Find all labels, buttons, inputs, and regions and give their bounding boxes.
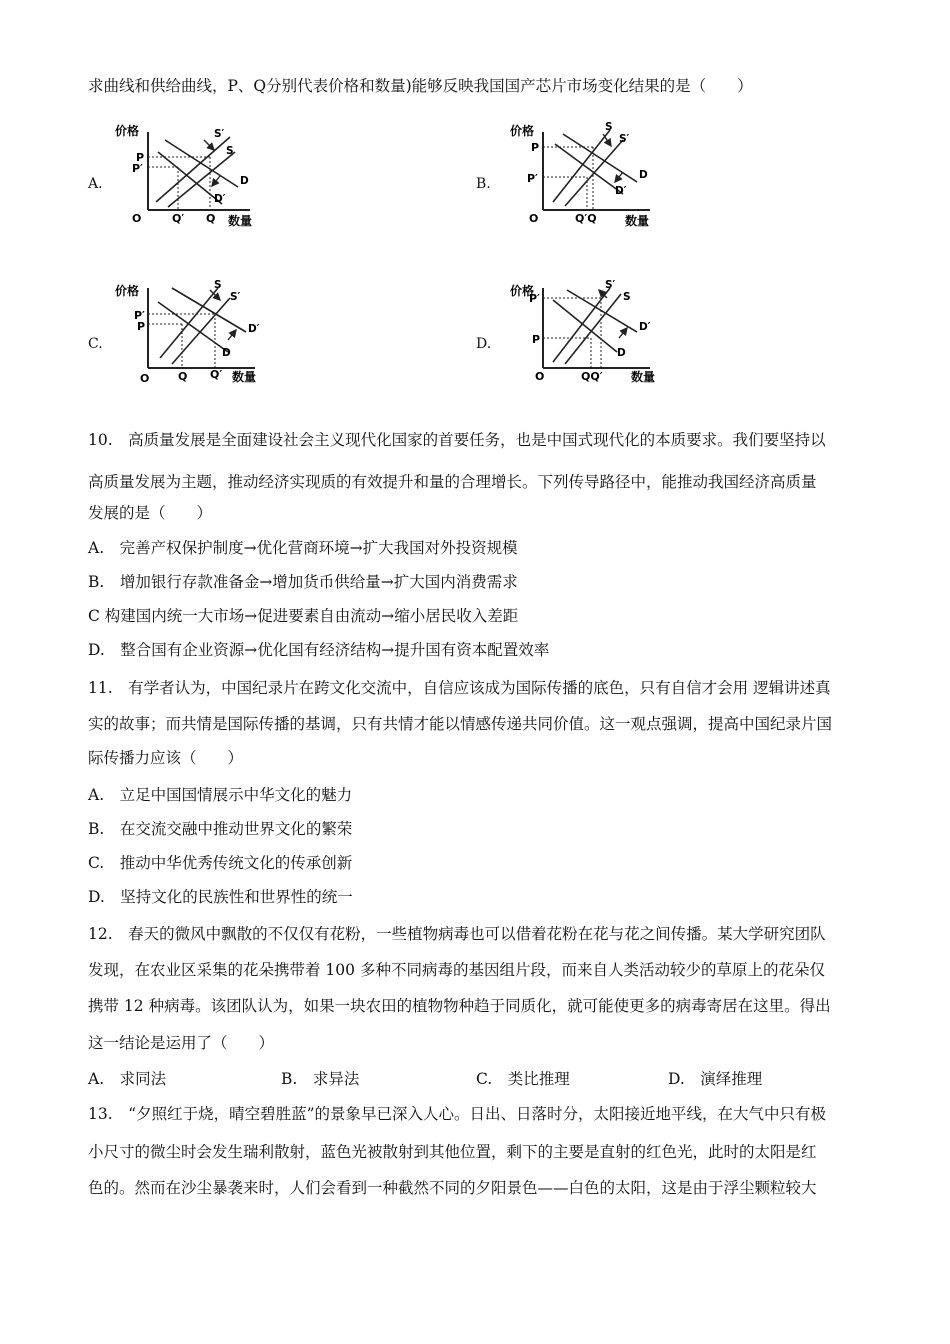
y-axis-title: 价格 — [510, 124, 535, 138]
curve-label: S — [623, 291, 631, 303]
curve-label: D — [617, 347, 626, 359]
q12-option-d: D. 演绎推理 — [668, 1070, 763, 1088]
q13-stem: 小尺寸的微尘时会发生瑞利散射，蓝色光被散射到其他位置，剩下的主要是直射的红色光，此时的太阳是红 — [88, 1143, 817, 1161]
y-tick: P′ — [134, 309, 145, 322]
y-tick: P′ — [132, 162, 143, 175]
graph-d — [505, 280, 670, 385]
q11-option-b: B. 在交流交融中推动世界文化的繁荣 — [88, 820, 353, 838]
demand-d-prime — [158, 152, 222, 204]
q10-stem: 发展的是（ ） — [88, 504, 213, 522]
curve-label: D′ — [639, 321, 651, 333]
q11-option-c: C. 推动中华优秀传统文化的传承创新 — [88, 854, 353, 872]
q12-option-b: B. 求异法 — [281, 1070, 360, 1088]
graph-a — [110, 122, 270, 227]
origin-label: O — [140, 372, 150, 385]
option-a-label: A. — [88, 176, 103, 192]
x-tick: Q′ — [172, 212, 185, 225]
option-d-label: D. — [476, 336, 492, 352]
q13-stem: 色的。然而在沙尘暴袭来时，人们会看到一种截然不同的夕阳景色——白色的太阳，这是由于浮尘颗粒较大 — [88, 1179, 817, 1197]
supply-s — [565, 294, 621, 364]
curve-label: D — [240, 175, 249, 187]
shift-arrow — [603, 134, 611, 146]
curve-label: S — [226, 145, 234, 157]
x-axis-title: 数量 — [631, 370, 656, 384]
q10-option-d: D. 整合国有企业资源→优化国有经济结构→提升国有资本配置效率 — [88, 641, 550, 659]
supply-s — [553, 130, 610, 202]
q9-stem-end: 求曲线和供给曲线，P、Q分别代表价格和数量)能够反映我国国产芯片市场变化结果的是（ ） — [88, 77, 753, 95]
x-tick: Q — [206, 212, 216, 225]
curve-label: D′ — [248, 323, 260, 335]
q12-stem: 这一结论是运用了（ ） — [88, 1034, 275, 1052]
y-axis-title: 价格 — [115, 284, 140, 298]
demand-d — [553, 300, 617, 352]
shift-arrow — [615, 172, 623, 182]
curve-label: D — [639, 169, 648, 181]
q12-option-c: C. 类比推理 — [476, 1070, 570, 1088]
demand-d — [158, 302, 228, 352]
curve-label: D′ — [615, 185, 627, 197]
y-tick: P′ — [529, 292, 540, 305]
graph-c — [110, 280, 275, 385]
q12-stem: 12. 春天的微风中飘散的不仅仅有花粉，一些植物病毒也可以借着花粉在花与花之间传播。某大学研究团队 — [88, 925, 826, 943]
curve-label: S — [605, 122, 613, 133]
q11-stem: 实的故事；而共情是国际传播的基调，只有共情才能以情感传递共同价值。这一观点强调，提高中国纪录片国 — [88, 715, 833, 733]
q10-option-c: C 构建国内统一大市场→促进要素自由流动→缩小居民收入差距 — [88, 607, 519, 625]
x-axis-title: 数量 — [228, 214, 253, 227]
curve-label: S′ — [230, 291, 241, 303]
x-tick: Q — [178, 370, 188, 383]
shift-arrow — [228, 330, 236, 340]
y-tick: P — [136, 151, 145, 164]
curve-label: S — [214, 280, 222, 291]
y-tick: P — [137, 320, 146, 333]
q10-option-a: A. 完善产权保护制度→优化营商环境→扩大我国对外投资规模 — [88, 539, 518, 557]
curve-label: D′ — [214, 193, 226, 205]
shift-arrow — [204, 140, 214, 150]
y-axis-title: 价格 — [510, 284, 535, 298]
q11-option-a: A. 立足中国国情展示中华文化的魅力 — [88, 786, 353, 804]
y-axis-title: 价格 — [115, 124, 140, 138]
x-tick: Q′ — [210, 368, 223, 381]
x-axis-title: 数量 — [625, 214, 650, 227]
y-tick: P′ — [527, 172, 538, 185]
curve-label: D — [222, 347, 231, 359]
x-tick: Q′Q — [575, 212, 597, 225]
graph-b — [505, 122, 670, 227]
origin-label: O — [132, 212, 142, 225]
q13-stem: 13. “夕照红于烧，晴空碧胜蓝”的景象早已深入人心。日出、日落时分，太阳接近地平线，在大气中只有极 — [88, 1105, 827, 1123]
q12-stem: 携带 12 种病毒。该团队认为，如果一块农田的植物物种趋于同质化，就可能使更多的病毒寄居在这里。得出 — [88, 997, 831, 1015]
y-tick: P — [532, 333, 541, 346]
curve-label: S′ — [619, 133, 630, 145]
curve-label: S′ — [605, 280, 616, 291]
x-tick: QQ′ — [581, 370, 603, 383]
y-tick: P — [531, 141, 540, 154]
origin-label: O — [529, 212, 539, 225]
origin-label: O — [535, 370, 545, 383]
x-axis-title: 数量 — [232, 370, 257, 384]
q12-stem: 发现，在农业区采集的花朵携带着 100 多种不同病毒的基因组片段，而来自人类活动较少的草原上的花朵仅 — [88, 961, 825, 979]
q11-stem: 11. 有学者认为，中国纪录片在跨文化交流中，自信应该成为国际传播的底色，只有自信才会用 逻辑讲述真 — [88, 679, 831, 697]
q11-stem: 际传播力应该（ ） — [88, 749, 244, 767]
q10-option-b: B. 增加银行存款准备金→增加货币供给量→扩大国内消费需求 — [88, 573, 518, 591]
q10-stem: 10. 高质量发展是全面建设社会主义现代化国家的首要任务，也是中国式现代化的本质要求。我们要坚持以 — [88, 431, 826, 449]
curve-label: S′ — [214, 128, 225, 140]
option-b-label: B. — [476, 176, 491, 192]
q10-stem: 高质量发展为主题，推动经济实现质的有效提升和量的合理增长。下列传导路径中，能推动我国经济高质量 — [88, 473, 817, 491]
q12-option-a: A. 求同法 — [88, 1070, 167, 1088]
shift-arrow — [212, 176, 220, 186]
shift-arrow — [619, 328, 627, 338]
q11-option-d: D. 坚持文化的民族性和世界性的统一 — [88, 888, 353, 906]
option-c-label: C. — [88, 336, 103, 352]
